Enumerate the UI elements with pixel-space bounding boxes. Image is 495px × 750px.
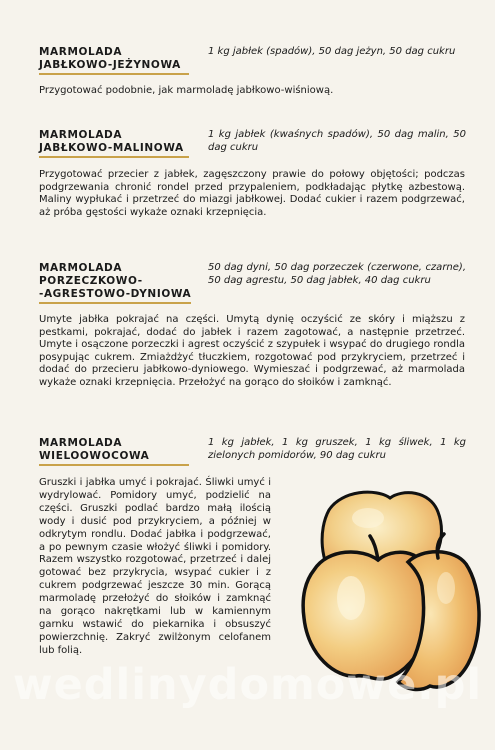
recipe-instructions-2: Przygotować przecier z jabłek, zagęszczony prawie do połowy objętości; podczas podgrzewania chronić rondel przed przypaleniem, podkładając płytkę azbestową. Maliny wypłukać i przetrzeć do miazgi jabłkowej. Dodać cukier i razem podgrzewać, aż próba gęstości wykaże oznaki krzepnięcia. [39, 169, 465, 218]
title-underline [39, 73, 189, 75]
apple-highlight [337, 576, 365, 620]
title-line: PORZECZKOWO- [39, 275, 143, 287]
recipe-instructions-3: Umyte jabłka pokrajać na części. Umytą dynię oczyścić ze skóry i miąższu z pestkami, pokrajać, dodać do jabłek i razem zagotować, a następnie przetrzeć. Umyte i osączone porzeczki i agrest oczyścić z szypułek i wsypać do drugiego rondla posypując cukrem. Zmiażdżyć tłuczkiem, rozgotować pod przykryciem, przetrzeć i dodać do przecieru jabłkowo-dyniowego. Wymieszać i podgrzewać, aż marmolada wykaże oznaki krzepnięcia. Przełożyć na gorąco do słoików i zamknąć. [39, 314, 465, 388]
title-line: MARMOLADA [39, 46, 123, 58]
recipe-ingredients-4: 1 kg jabłek, 1 kg gruszek, 1 kg śliwek, 1 kg zielonych pomidorów, 90 dag cukru [208, 437, 466, 461]
title-line: -AGRESTOWO-DYNIOWA [39, 288, 192, 300]
title-line: MARMOLADA [39, 437, 123, 449]
title-line: MARMOLADA [39, 129, 123, 141]
apple-highlight [352, 508, 384, 528]
recipe-ingredients-1: 1 kg jabłek (spadów), 50 dag jeżyn, 50 dag cukru [208, 46, 456, 57]
title-line: JABŁKOWO-MALINOWA [39, 142, 184, 154]
title-underline [39, 302, 191, 304]
title-underline [39, 464, 189, 466]
title-line: WIELOOWOCOWA [39, 450, 150, 462]
recipe-title-3 [39, 262, 191, 301]
recipe-ingredients-3: 50 dag dyni, 50 dag porzeczek (czerwone, czarne), 50 dag agrestu, 50 dag jabłek, 40 dag cukru [208, 262, 466, 286]
apple-highlight [437, 572, 455, 604]
recipe-ingredients-2: 1 kg jabłek (kwaśnych spadów), 50 dag malin, 50 dag cukru [208, 129, 466, 153]
recipe-title-4 [39, 437, 149, 463]
title-line: MARMOLADA [39, 262, 123, 274]
recipe-title-1 [39, 46, 181, 72]
recipe-title-2 [39, 129, 184, 155]
recipe-instructions-1: Przygotować podobnie, jak marmoladę jabłkowo-wiśniową. [39, 85, 334, 96]
title-line: JABŁKOWO-JEŻYNOWA [39, 59, 181, 71]
watermark: wedlinydomowe.pl [12, 660, 483, 710]
title-underline [39, 156, 189, 158]
recipe-instructions-4: Gruszki i jabłka umyć i pokrajać. Śliwki umyć i wydrylować. Pomidory umyć, podzielić na części. Gruszki podlać bardzo małą ilością wody i dusić pod przykryciem, a później w odkrytym rondlu. Dodać jabłka i podgrzewać, a po pewnym czasie włożyć śliwki i pomidory. Razem wszystko rozgotować, przetrzeć i dalej gotować bez przykrycia, wsypać cukier i z cukrem podgrzewać jeszcze 30 min. Gorącą marmoladę przełożyć do słoików i zamknąć na gorąco nakrętkami lub w kamiennym garnku wstawić do piekarnika i obsuszyć powierzchnię. Zakryć zwilżonym celofanem lub folią. [39, 477, 271, 656]
